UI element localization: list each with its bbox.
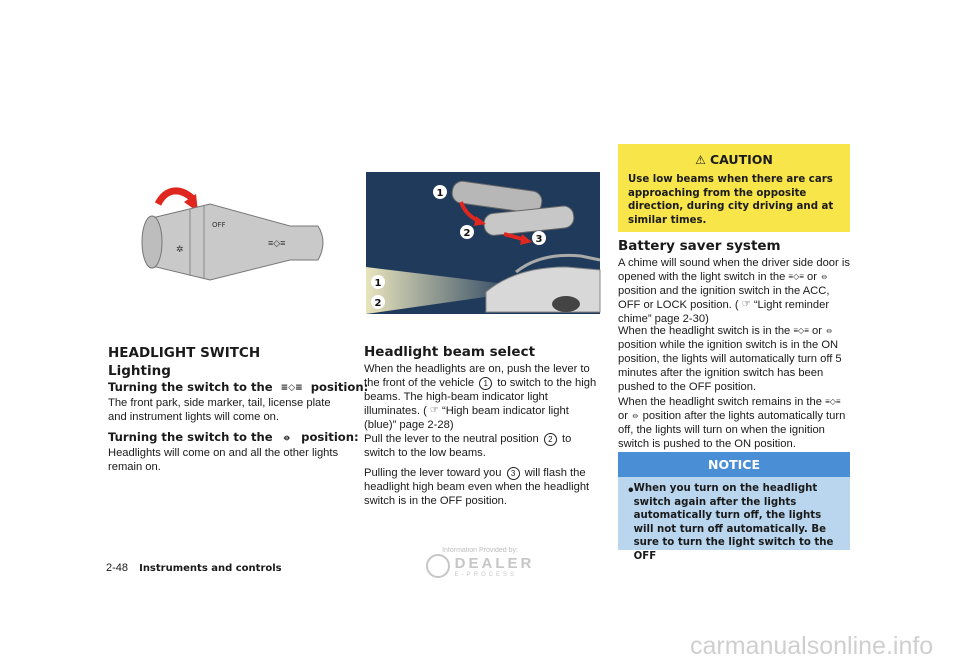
step2-text: Headlights will come on and all the other lights remain on. — [108, 447, 339, 473]
bullet-icon: • — [628, 482, 634, 499]
parking-light-icon: ≡◇≡ — [280, 382, 303, 393]
beam-photo — [366, 172, 600, 314]
beam-marker-1 — [371, 275, 385, 289]
headlight-icon: ⦵ — [631, 410, 640, 422]
battery-paragraph-3: When the headlight switch remains in the ≡◇≡ or ⦵ position after the lights automatically turn off, the lights will turn on when the ignition switch is pushed to the ON position. — [618, 396, 846, 451]
warning-icon: ⚠ — [695, 153, 706, 167]
caution-box — [618, 144, 850, 232]
dealer-watermark — [410, 547, 550, 585]
svg-text:2: 2 — [374, 298, 382, 309]
watermark-big-text: DEALER — [454, 554, 535, 572]
headlight-icon: ⦵ — [825, 325, 834, 337]
subsection-title: Lighting — [108, 363, 171, 379]
marker-1-inline: 1 — [479, 377, 492, 390]
svg-text:≡◇≡: ≡◇≡ — [268, 238, 286, 248]
notice-text: When you turn on the headlight switch again after the lights automatically turn off, the lights will not turn off automatically. Be sure to turn the light switch to the OFF — [633, 483, 834, 562]
step1-text: The front park, side marker, tail, license plate and instrument lights will come on. — [108, 397, 331, 423]
footer-section: Instruments and controls — [139, 563, 282, 574]
reference-icon: ☞ — [429, 405, 439, 417]
svg-text:1: 1 — [436, 188, 444, 199]
beam-heading: Headlight beam select — [364, 344, 536, 360]
parking-light-icon: ≡◇≡ — [793, 326, 809, 336]
svg-text:1: 1 — [374, 278, 382, 289]
marker-2-inline: 2 — [544, 433, 557, 446]
svg-text:3: 3 — [535, 234, 543, 245]
caution-title: CAUTION — [709, 152, 773, 167]
page-number: 2-48 — [106, 562, 129, 574]
lever-off-label: OFF — [212, 221, 226, 229]
section-title: HEADLIGHT SWITCH — [108, 345, 261, 361]
beam-paragraph-1: When the headlights are on, push the lever to the front of the vehicle 1 to switch to the high beams. The high-beam indicator light illuminates. ( ☞ “High beam indicator light (blue)” page 2-28) — [364, 363, 597, 432]
headlight-icon: ⦵ — [820, 271, 829, 283]
notice-title: NOTICE — [618, 452, 850, 477]
marker-2 — [460, 225, 474, 239]
parking-light-icon: ≡◇≡ — [825, 397, 841, 407]
step1-heading: Turning the switch to the ≡◇≡ position: — [108, 380, 369, 394]
battery-paragraph-1: A chime will sound when the driver side door is opened with the light switch in the ≡◇≡ or ⦵ position and the ignition switch in the ACC, OFF or LOCK position. ( ☞ “Light reminder chime” page 2-30) — [618, 257, 850, 326]
marker-3-inline: 3 — [507, 467, 520, 480]
marker-1 — [433, 185, 447, 199]
watermark-sub-text: E-PROCESS — [454, 571, 517, 578]
lever-illustration — [140, 182, 340, 282]
beam-paragraph-2: Pull the lever to the neutral position 2 to switch to the low beams. — [364, 433, 572, 459]
parking-light-icon: ≡◇≡ — [788, 272, 804, 282]
headlight-icon: ⦵ — [282, 432, 292, 443]
dealer-logo-icon — [426, 554, 450, 578]
site-watermark: carmanualsonline.info — [690, 632, 934, 660]
svg-text:2: 2 — [463, 228, 471, 239]
marker-3 — [532, 231, 546, 245]
watermark-small-text: Information Provided by: — [442, 547, 518, 554]
battery-paragraph-2: When the headlight switch is in the ≡◇≡ or ⦵ position while the ignition switch is in the ON position, the lights will automatically turn off 5 minutes after the ignition switch has been pushed to the OFF position. — [618, 325, 842, 394]
beam-paragraph-3: Pulling the lever toward you 3 will flash the headlight high beam even when the headlight switch is in the OFF position. — [364, 467, 590, 507]
reference-icon: ☞ — [741, 299, 751, 311]
notice-box — [618, 452, 850, 562]
battery-heading: Battery saver system — [618, 238, 781, 254]
beam-marker-2 — [371, 295, 385, 309]
page-footer — [106, 562, 282, 574]
caution-text: Use low beams when there are cars approaching from the opposite direction, during city driving and at similar times. — [628, 174, 834, 226]
step2-heading: Turning the switch to the ⦵ position: — [108, 430, 359, 444]
svg-text:✲: ✲ — [176, 244, 184, 254]
